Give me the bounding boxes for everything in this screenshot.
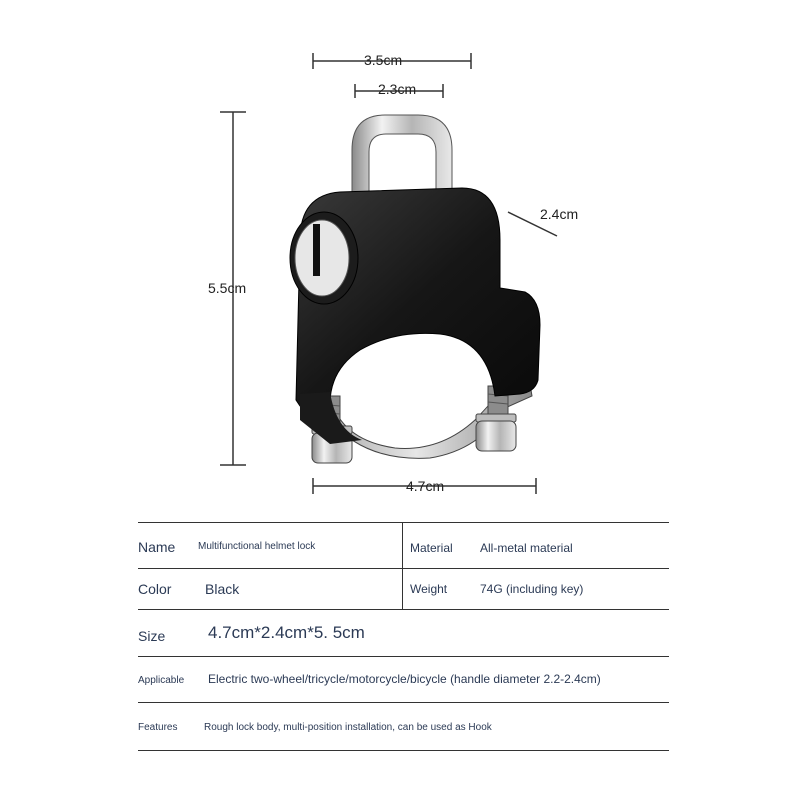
size-label: Size	[138, 628, 166, 644]
material-label: Material	[410, 541, 453, 555]
dim-top-width: 3.5cm	[364, 52, 403, 68]
spec-row-color	[138, 569, 669, 610]
material-value: All-metal material	[480, 541, 573, 555]
applicable-value: Electric two-wheel/tricycle/motorcycle/bicycle (handle diameter 2.2-2.4cm)	[208, 672, 601, 686]
weight-value: 74G (including key)	[480, 582, 584, 596]
spec-table	[138, 522, 669, 751]
spec-row-features	[138, 703, 669, 751]
spec-row-size	[138, 610, 669, 657]
features-label: Features	[138, 722, 178, 733]
column-divider	[402, 569, 403, 609]
lower-bracket	[300, 392, 362, 444]
column-divider	[402, 523, 403, 568]
dim-depth: 2.4cm	[540, 206, 579, 222]
dim-height: 5.5cm	[208, 280, 247, 296]
features-value: Rough lock body, multi-position installation, can be used as Hook	[204, 722, 492, 733]
name-label: Name	[138, 539, 176, 555]
dim-bottom-width: 4.7cm	[406, 478, 445, 494]
color-label: Color	[138, 581, 172, 597]
weight-label: Weight	[410, 582, 448, 596]
spec-row-name	[138, 523, 669, 569]
applicable-label: Applicable	[138, 675, 185, 686]
size-value: 4.7cm*2.4cm*5. 5cm	[208, 623, 365, 642]
keyhole-icon	[313, 224, 320, 276]
spec-row-applicable	[138, 657, 669, 703]
dim-shackle-width: 2.3cm	[378, 81, 417, 97]
name-value: Multifunctional helmet lock	[198, 541, 316, 552]
color-value: Black	[205, 581, 240, 597]
